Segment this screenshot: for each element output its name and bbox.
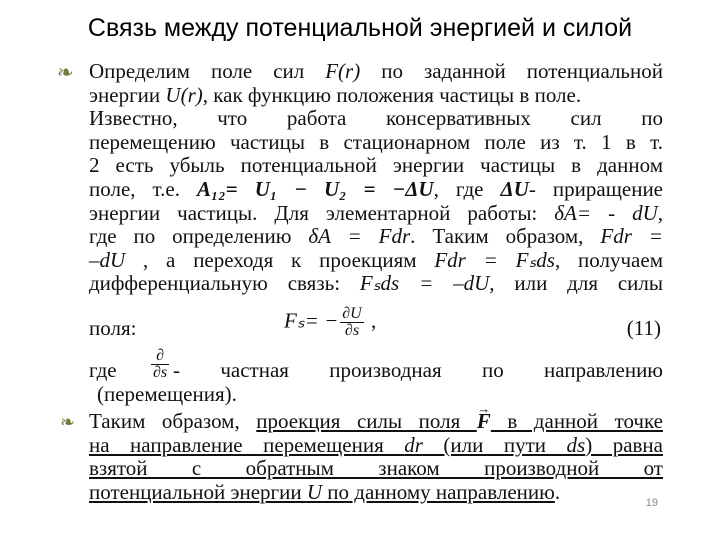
- bullet-icon: ❧: [57, 60, 74, 84]
- text-run: или для силы: [494, 271, 663, 296]
- text-run: .: [554, 479, 561, 504]
- math-projection: Fdr = Fₛds: [434, 247, 555, 272]
- math-work-definition: δA = Fdr: [308, 224, 411, 249]
- underlined-text: на направление перемещения: [89, 432, 405, 457]
- text-run: где по определению: [89, 224, 309, 249]
- equation-number: (11): [626, 316, 661, 340]
- formula-lhs: Fₛ= −: [284, 308, 339, 333]
- paragraph-definition: [89, 60, 663, 296]
- text-line: 2 есть убыль потенциальной энергии частицы в данном: [89, 153, 663, 178]
- math-dr: dr: [404, 432, 423, 457]
- where-text-continued: (перемещения).: [97, 382, 237, 406]
- formula-expression: [284, 306, 376, 339]
- math-force-field: F(r): [325, 59, 361, 83]
- text-run: дифференциальную связь:: [89, 271, 360, 296]
- math-minus-du: –dU: [89, 247, 126, 272]
- text-run: Определим поле сил: [89, 59, 326, 83]
- underlined-text: (или пути: [422, 432, 567, 457]
- underlined-text: по данному направлению: [322, 479, 555, 504]
- formula-11: [89, 302, 663, 352]
- text-run: поле, т.е.: [89, 176, 198, 201]
- math-work-equation: A₁₂= U₁ − U₂ = −ΔU: [197, 176, 434, 201]
- math-potential-energy: U(r): [165, 82, 203, 107]
- where-word: где: [89, 358, 117, 382]
- paragraph-conclusion: [89, 410, 663, 504]
- math-fdr: Fdr =: [600, 224, 663, 249]
- math-u: U: [306, 479, 323, 504]
- math-differential-relation: Fₛds = –dU,: [359, 271, 495, 296]
- math-elementary-work: δA= - dU,: [554, 200, 663, 225]
- text-run: , где: [433, 176, 501, 201]
- slide-number: 19: [645, 497, 658, 509]
- text-run: - приращение: [528, 176, 663, 201]
- fraction-denominator: ∂s: [153, 364, 168, 381]
- formula-label: поля:: [89, 316, 137, 340]
- formula-fraction: [340, 306, 363, 339]
- text-run: по заданной потенциальной: [360, 59, 663, 83]
- fraction-numerator: ∂: [151, 348, 169, 365]
- underlined-text: в данной точке: [490, 409, 663, 433]
- fraction-numerator: ∂U: [342, 305, 362, 322]
- where-text: - частная производная по направлению: [173, 358, 663, 382]
- text-run: , как функцию положения частицы в поле.: [202, 82, 582, 107]
- text-run: энергии частицы. Для элементарной работы:: [89, 200, 555, 225]
- underlined-text: проекция силы поля: [256, 409, 477, 433]
- bullet-icon: ❧: [60, 412, 76, 433]
- underlined-line: взятой с обратным знаком производной от: [89, 456, 663, 481]
- math-ds: ds: [566, 432, 586, 457]
- text-line: Известно, что работа консервативных сил по: [89, 106, 663, 131]
- fraction-denominator: ∂s: [344, 322, 360, 339]
- partial-derivative-fraction: [151, 348, 169, 381]
- slide-title: Связь между потенциальной энергией и силой: [87, 14, 633, 42]
- text-run: . Таким образом,: [410, 224, 601, 249]
- text-line: перемещению частицы в стационарном поле из т. 1 в т.: [89, 129, 663, 154]
- underlined-text: потенциальной энергии: [89, 479, 307, 504]
- text-run: , а переходя к проекциям: [125, 247, 435, 272]
- underlined-text: ) равна: [585, 432, 663, 457]
- text-run: , получаем: [554, 247, 663, 272]
- text-run: энергии: [89, 82, 166, 107]
- math-force-vector: → F: [477, 410, 491, 434]
- text-run: Таким образом,: [89, 409, 257, 433]
- formula-tail: ,: [365, 308, 377, 333]
- math-delta-u: ΔU: [500, 176, 529, 201]
